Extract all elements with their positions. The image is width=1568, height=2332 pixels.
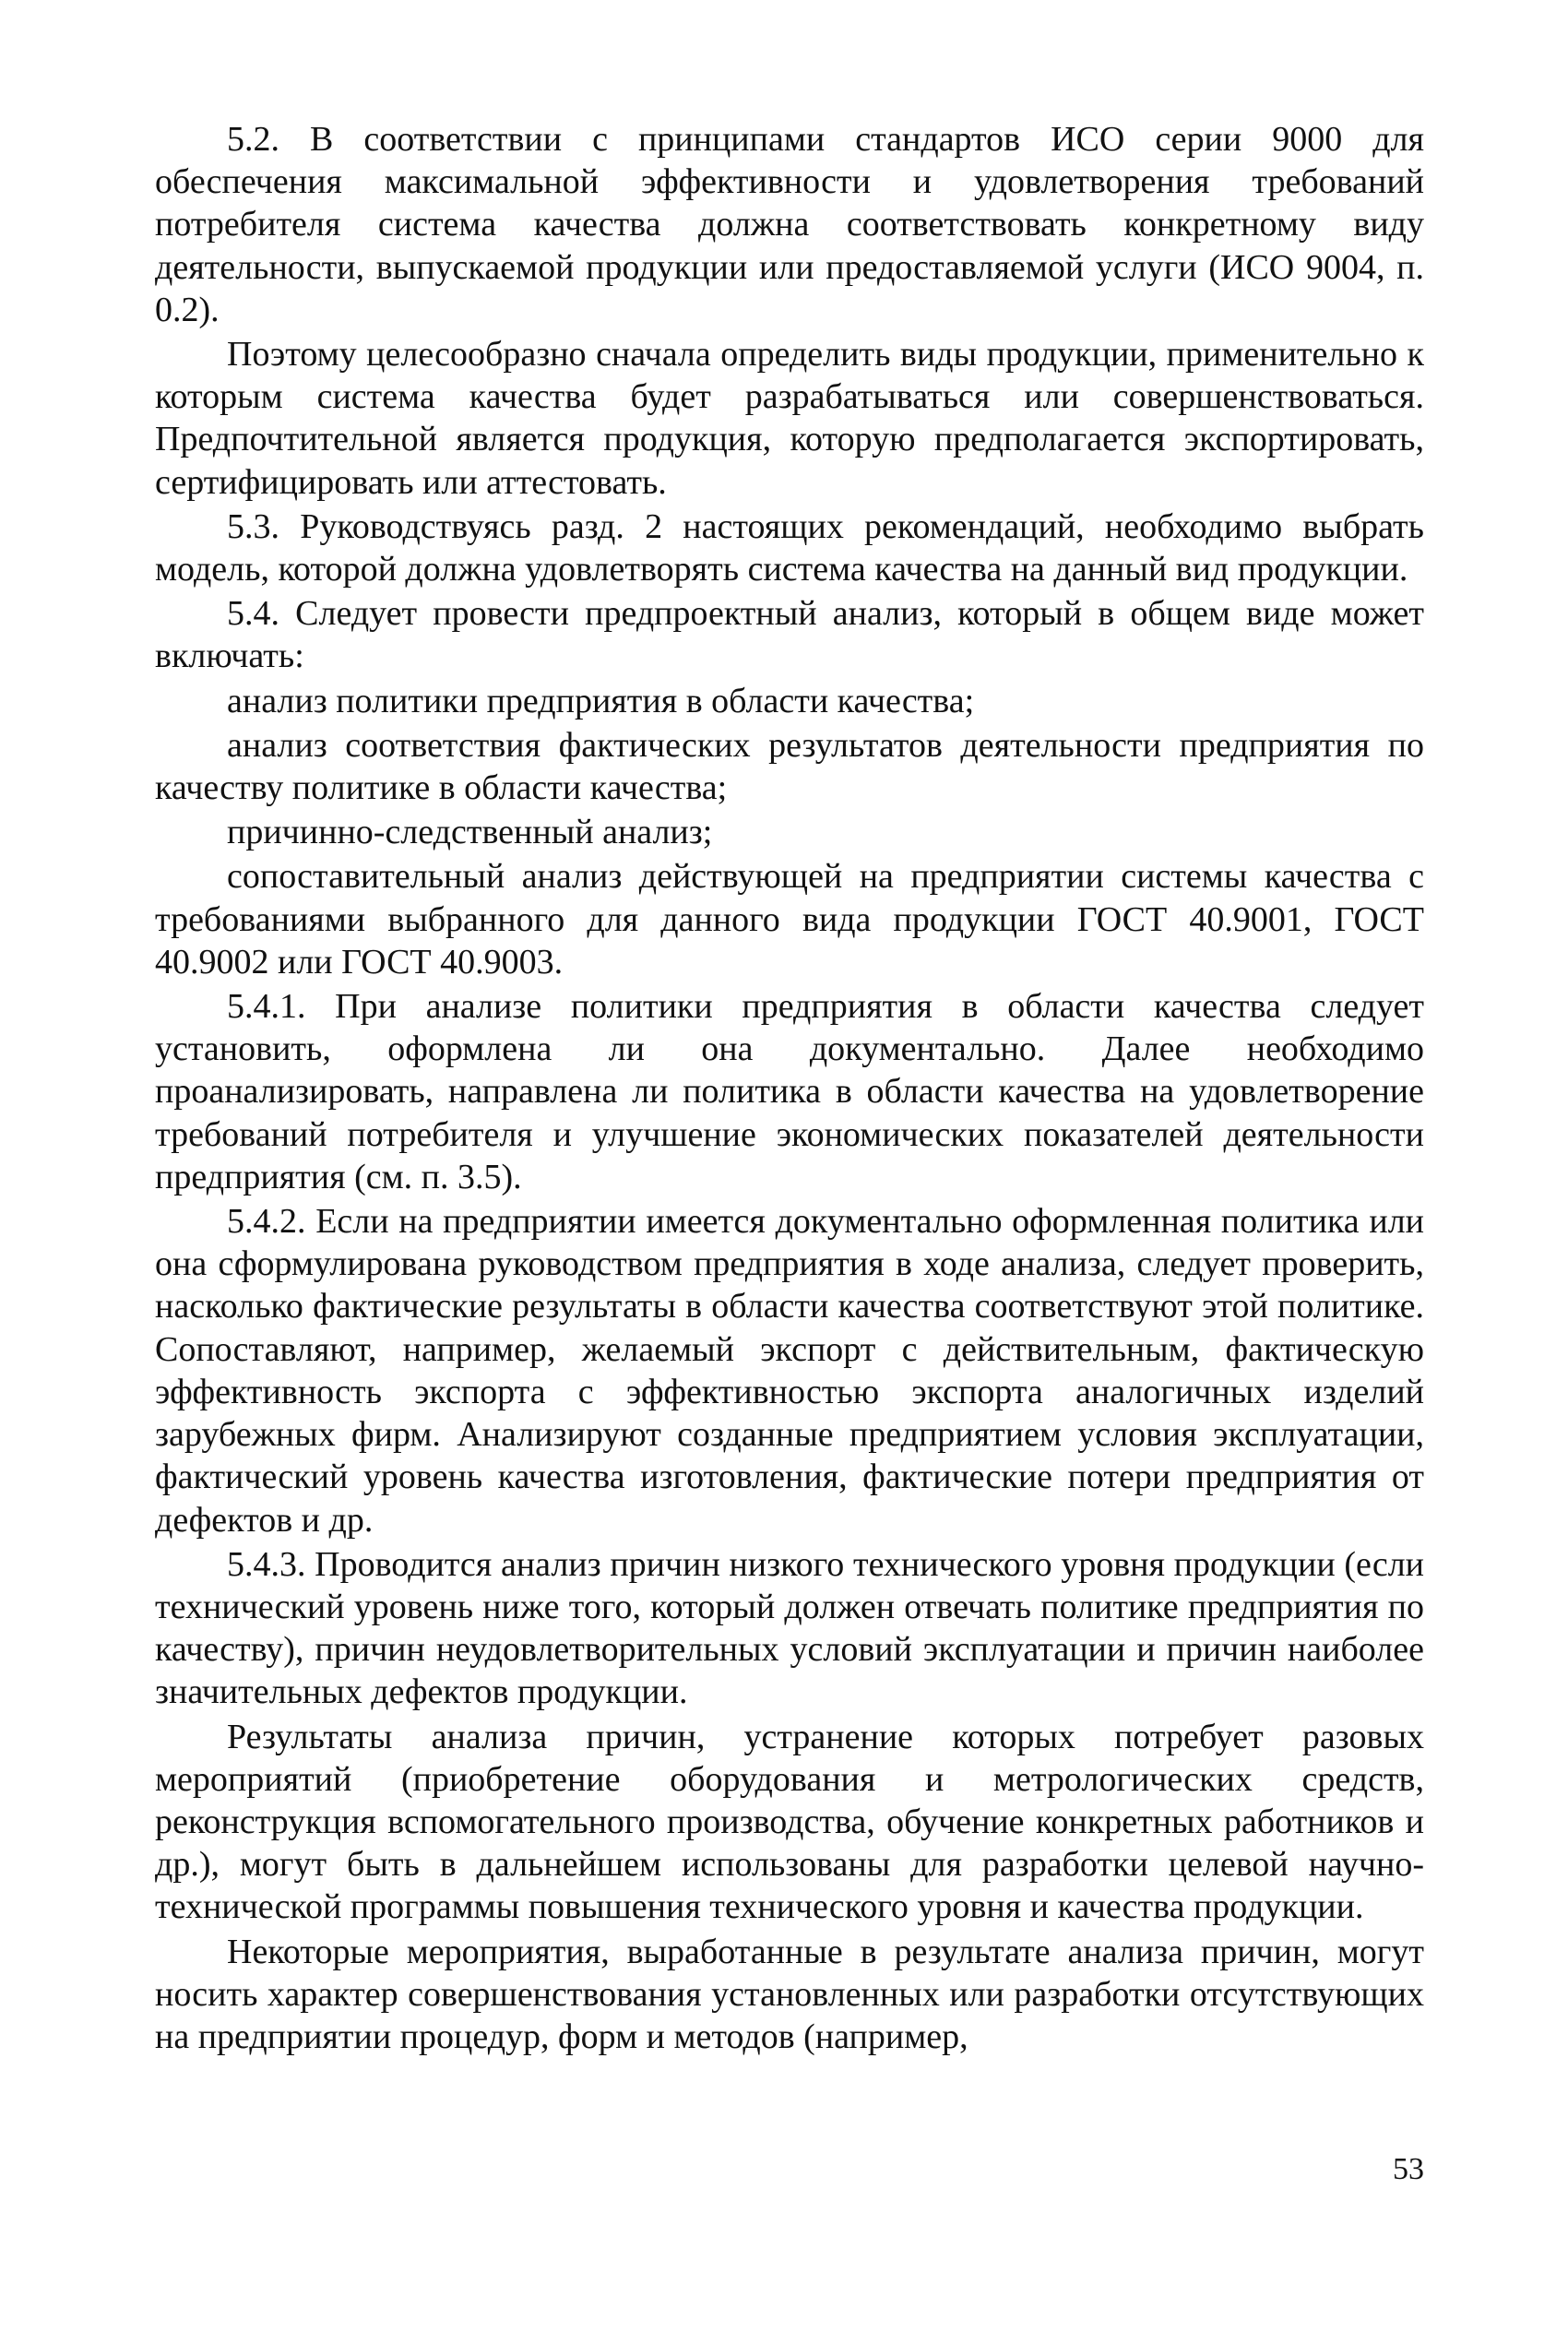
page-number: 53 (1393, 2152, 1424, 2186)
paragraph-product-selection: Поэтому целесообразно сначала определить виды продукции, применительно к которым система качества будет разрабатываться или совершенствоваться. Предпочтительной является продукция, которую предполагается экспортировать, сертифицировать или аттестовать. (155, 335, 1424, 502)
list-item-compliance-analysis: анализ соответствия фактических результатов деятельности предприятия по качеству политике в области качества; (155, 725, 1424, 808)
list-item-cause-effect-analysis: причинно-следственный анализ; (227, 813, 713, 852)
paragraph-5-3: 5.3. Руководствуясь разд. 2 настоящих рекомендаций, необходимо выбрать модель, которой должна удовлетворять система качества на данный вид продукции. (155, 506, 1424, 589)
page-body (155, 118, 1424, 2058)
paragraph-5-4: 5.4. Следует провести предпроектный анализ, который в общем виде может включать: (155, 594, 1424, 676)
paragraph-5-2: 5.2. В соответствии с принципами стандартов ИСО серии 9000 для обеспечения максимальной эффективности и удовлетворения требований потребителя система качества должна соответствовать конкретному виду деятельности, выпускаемой продукции или предоставляемой услуги (ИСО 9004, п. 0.2). (155, 120, 1424, 329)
paragraph-analysis-results: Результаты анализа причин, устранение которых потребует разовых мероприятий (приобретение оборудования и метрологических средств, реконструкция вспомогательного производства, обучение конкретных работников и др.), могут быть в дальнейшем использованы для разработки целевой научно-технической программы повышения технического уровня и качества продукции. (155, 1717, 1424, 1927)
paragraph-5-4-3: 5.4.3. Проводится анализ причин низкого технического уровня продукции (если технический уровень ниже того, который должен отвечать политике предприятия по качеству), причин неудовлетворительных условий эксплуатации и причин наиболее значительных дефектов продукции. (155, 1544, 1424, 1712)
list-item-policy-analysis: анализ политики предприятия в области качества; (227, 681, 975, 720)
paragraph-5-4-1: 5.4.1. При анализе политики предприятия в области качества следует установить, оформлена ли она документально. Далее необходимо проанализировать, направлена ли политика в области качества на удовлетворение требований потребителя и улучшение экономических показателей деятельности предприятия (см. п. 3.5). (155, 987, 1424, 1196)
paragraph-measures: Некоторые мероприятия, выработанные в результате анализа причин, могут носить характер совершенствования установленных или разработки отсутствующих на предприятии процедур, форм и методов (например, (155, 1932, 1424, 2056)
paragraph-5-4-2: 5.4.2. Если на предприятии имеется документально оформленная политика или она сформулирована руководством предприятия в ходе анализа, следует проверить, насколько фактические результаты в области качества соответствуют этой политике. Сопоставляют, например, желаемый экспорт с действительным, фактическую эффективность экспорта с эффективностью экспорта аналогичных изделий зарубежных фирм. Анализируют созданные предприятием условия эксплуатации, фактический уровень качества изготовления, фактические потери предприятия от дефектов и др. (155, 1202, 1424, 1540)
list-item-comparative-analysis: сопоставительный анализ действующей на предприятии системы качества с требованиями выбранного для данного вида продукции ГОСТ 40.9001, ГОСТ 40.9002 или ГОСТ 40.9003. (155, 857, 1424, 982)
